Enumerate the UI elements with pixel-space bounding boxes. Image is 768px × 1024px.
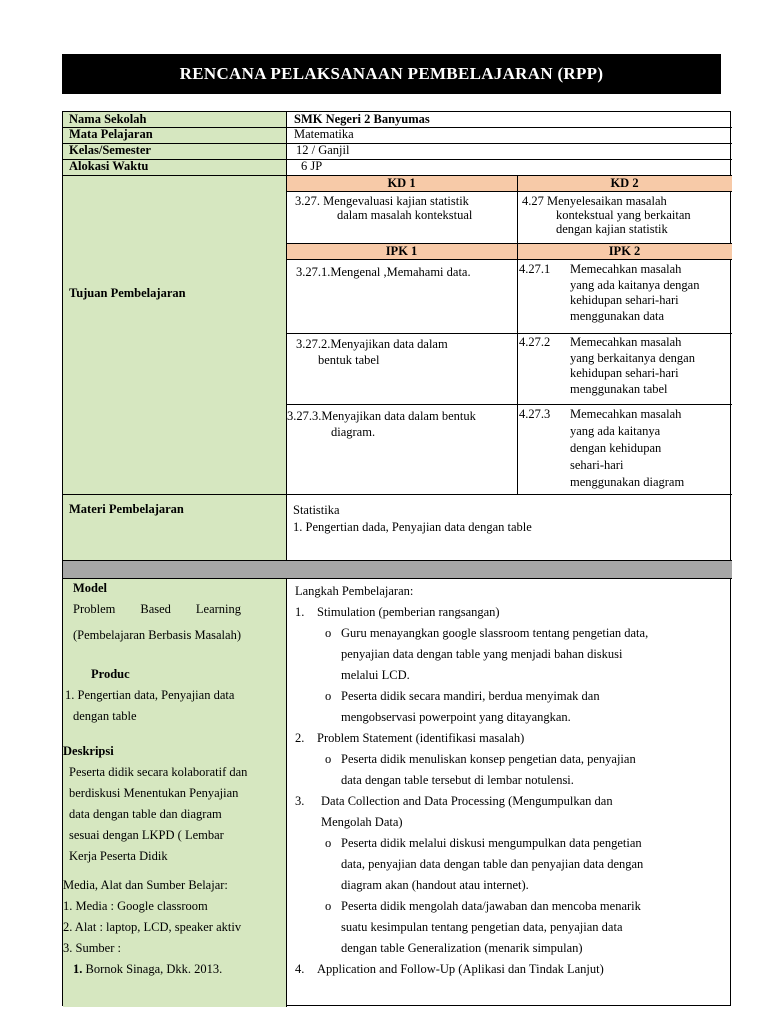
media-line-1: Media, Alat dan Sumber Belajar:: [63, 878, 228, 892]
ipk2-header: IPK 2: [608, 244, 641, 258]
value-nama-sekolah: SMK Negeri 2 Banyumas: [294, 112, 430, 126]
produc-line-1: 1. Pengertian data, Penyajian data: [65, 688, 235, 702]
model-label: Model: [73, 581, 108, 595]
langkah-pembelajaran: [295, 581, 727, 980]
bullet-icon: o: [325, 626, 332, 640]
deskripsi-line-1: Peserta didik secara kolaboratif dan: [69, 765, 248, 779]
step-3-bullet-1: o Peserta didik melalui diskusi mengumpulkan data pengetian data, penyajian data dengan table dan penyajian data dengan diagram akan (handout atau internet).: [295, 833, 727, 896]
label-materi-pembelajaran: Materi Pembelajaran: [69, 502, 184, 516]
deskripsi-line-3: data dengan table dan diagram: [69, 807, 222, 821]
bullet-icon: o: [325, 836, 332, 850]
kd2-text: 4.27 Menyelesaikan masalah kontekstual yang berkaitan dengan kajian statistik: [522, 194, 691, 236]
ipk2-row-3: 4.27.3 Memecahkan masalah yang ada kaitanya dengan kehidupan sehari-hari menggunakan diagram: [519, 407, 685, 489]
media-line-4: 3. Sumber :: [63, 941, 121, 955]
model-line-2: (Pembelajaran Berbasis Masalah): [73, 628, 241, 642]
deskripsi-line-2: berdiskusi Menentukan Penyajian: [69, 786, 239, 800]
step-3: 3. Data Collection and Data Processing (Mengumpulkan dan Mengolah Data): [295, 794, 613, 829]
label-nama-sekolah: Nama Sekolah: [69, 112, 147, 126]
step-1: 1. Stimulation (pemberian rangsangan): [295, 605, 500, 619]
sumber-line: 1. Bornok Sinaga, Dkk. 2013.: [73, 962, 223, 976]
bullet-icon: o: [325, 752, 332, 766]
value-mata-pelajaran: Matematika: [294, 127, 354, 141]
produc-line-2: dengan table: [73, 709, 137, 723]
label-kelas-semester: Kelas/Semester: [69, 143, 151, 157]
bullet-icon: o: [325, 899, 332, 913]
value-kelas-semester: 12 / Ganjil: [296, 143, 350, 157]
ipk1-row-2: 3.27.2.Menyajikan data dalam bentuk tabel: [296, 337, 448, 367]
kd2-header: KD 2: [610, 176, 639, 190]
ipk2-row-2: 4.27.2 Memecahkan masalah yang berkaitanya dengan kehidupan sehari-hari menggunakan tabel: [519, 335, 695, 396]
step-2: 2. Problem Statement (identifikasi masalah): [295, 731, 525, 745]
ipk1-header: IPK 1: [385, 244, 418, 258]
model-line-1: Problem Based Learning: [73, 602, 242, 616]
bullet-icon: o: [325, 689, 332, 703]
step-1-bullet-1: o Guru menayangkan google slassroom tentang pengetian data, penyajian data dengan table yang menjadi bahan diskusi melalui LCD.: [295, 623, 727, 686]
section-separator: [63, 560, 732, 578]
ipk1-row-3: 3.27.3.Menyajikan data dalam bentuk diagram.: [287, 409, 476, 439]
step-2-bullet-1: o Peserta didik menuliskan konsep pengetian data, penyajian data dengan table tersebut di lembar notulensi.: [295, 749, 727, 791]
deskripsi-line-4: sesuai dengan LKPD ( Lembar: [69, 828, 224, 842]
produc-label: Produc: [91, 667, 130, 681]
materi-content: Statistika 1. Pengertian dada, Penyajian data dengan table: [293, 503, 532, 534]
label-mata-pelajaran: Mata Pelajaran: [69, 127, 153, 141]
tujuan-label-bg: [63, 175, 286, 494]
label-tujuan-pembelajaran: Tujuan Pembelajaran: [69, 286, 186, 300]
kd1-text: 3.27. Mengevaluasi kajian statistik dalam masalah kontekstual: [295, 194, 473, 222]
ipk1-row-1: 3.27.1.Mengenal ,Memahami data.: [296, 265, 471, 279]
deskripsi-line-5: Kerja Peserta Didik: [69, 849, 168, 863]
media-line-2: 1. Media : Google classroom: [63, 899, 208, 913]
rpp-table: [62, 111, 731, 1006]
value-alokasi-waktu: 6 JP: [301, 159, 323, 173]
label-alokasi-waktu: Alokasi Waktu: [69, 159, 149, 173]
step-4: 4. Application and Follow-Up (Aplikasi dan Tindak Lanjut): [295, 962, 604, 976]
document-title: RENCANA PELAKSANAAN PEMBELAJARAN (RPP): [62, 54, 721, 94]
media-line-3: 2. Alat : laptop, LCD, speaker aktiv: [63, 920, 242, 934]
ipk2-row-1: 4.27.1 Memecahkan masalah yang ada kaitanya dengan kehidupan sehari-hari menggunakan data: [519, 262, 700, 323]
deskripsi-label: Deskripsi: [63, 744, 114, 758]
step-1-bullet-2: o Peserta didik secara mandiri, berdua menyimak dan mengobservasi powerpoint yang ditayangkan.: [295, 686, 727, 728]
langkah-title: Langkah Pembelajaran:: [295, 584, 414, 598]
left-panel: [63, 581, 286, 980]
step-3-bullet-2: o Peserta didik mengolah data/jawaban dan mencoba menarik suatu kesimpulan tentang pengetian data, penyajian data dengan table Generalization (menarik simpulan): [295, 896, 727, 959]
kd1-header: KD 1: [387, 176, 416, 190]
